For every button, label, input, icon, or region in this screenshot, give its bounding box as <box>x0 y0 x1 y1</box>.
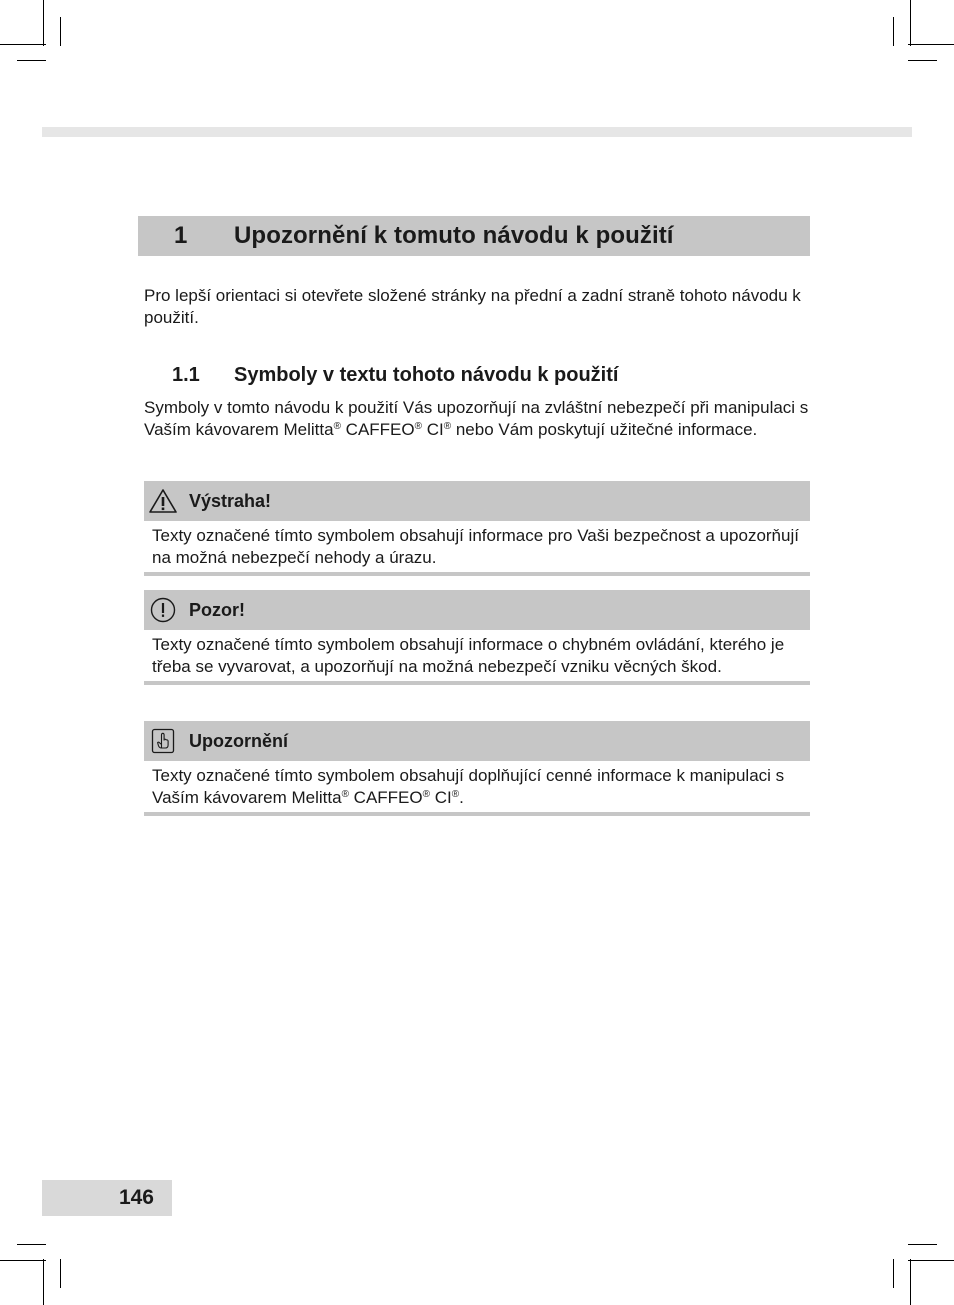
chapter-title: Upozornění k tomuto návodu k použití <box>234 222 674 249</box>
warning-triangle-icon <box>149 488 177 514</box>
notice-header <box>144 590 810 630</box>
header-band <box>42 127 912 137</box>
notice-text: Texty označené tímto symbolem obsahují doplňující cenné informace k manipulaci s Vaším kávovarem Melitta® CAFFEO® CI®. <box>152 766 785 807</box>
divider <box>144 572 810 576</box>
subsection-title: Symboly v textu tohoto návodu k použití <box>234 364 619 386</box>
notice-title: Pozor! <box>189 599 245 620</box>
notice-header <box>144 721 810 761</box>
registered-mark: ® <box>443 421 452 432</box>
registered-mark: ® <box>341 789 349 800</box>
notice-header <box>144 481 810 521</box>
registered-mark: ® <box>333 421 341 432</box>
notice-title: Upozornění <box>189 730 288 751</box>
chapter-number: 1 <box>174 222 188 249</box>
chapter-heading <box>138 216 810 256</box>
registered-mark: ® <box>451 789 460 800</box>
notice-info <box>144 721 810 816</box>
intro-paragraph: Pro lepší orientaci si otevřete složené stránky na přední a zadní straně tohoto návodu k použití. <box>144 286 801 327</box>
notice-text: Texty označené tímto symbolem obsahují informace pro Vaši bezpečnost a upozorňují na možná nebezpečí nehody a úrazu. <box>152 526 799 567</box>
notice-caution <box>144 590 810 685</box>
divider <box>144 812 810 816</box>
divider <box>144 681 810 685</box>
registered-mark: ® <box>414 421 422 432</box>
subsection-paragraph: Symboly v tomto návodu k použití Vás upozorňují na zvláštní nebezpečí při manipulaci s Vaším kávovarem Melitta® CAFFEO® CI® nebo Vám poskytují užitečné informace. <box>144 398 809 439</box>
page-number: 146 <box>118 1186 154 1209</box>
exclamation-circle-icon <box>149 597 177 623</box>
hand-pointing-icon <box>149 728 177 754</box>
registered-mark: ® <box>422 789 430 800</box>
notice-title: Výstraha! <box>189 490 272 511</box>
notice-warning <box>144 481 810 576</box>
subsection-number: 1.1 <box>172 364 200 386</box>
page-number-box <box>42 1180 172 1216</box>
notice-text: Texty označené tímto symbolem obsahují informace o chybném ovládání, kterého je třeba se vyvarovat, a upozorňují na možná nebezpečí vzniku věcných škod. <box>152 635 785 676</box>
